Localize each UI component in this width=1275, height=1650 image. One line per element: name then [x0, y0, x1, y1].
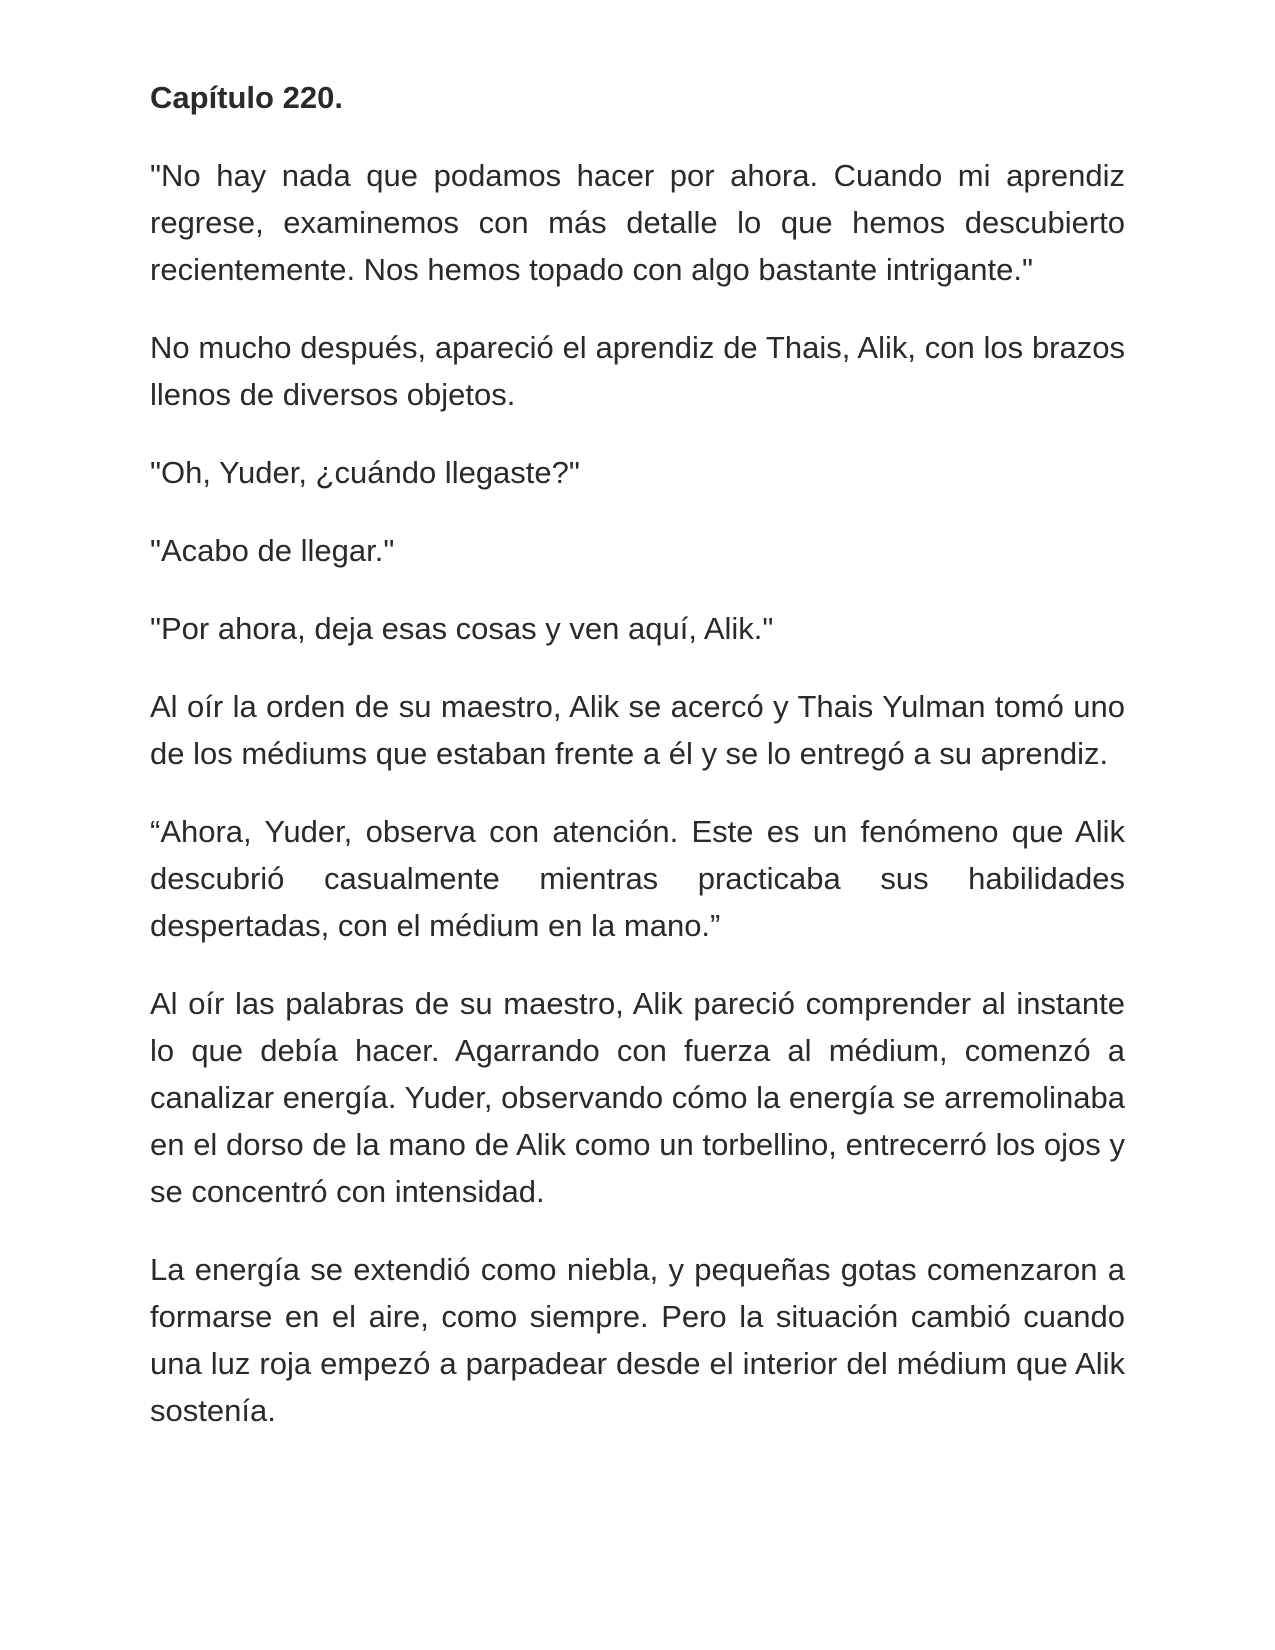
paragraph: "Oh, Yuder, ¿cuándo llegaste?" — [150, 455, 580, 490]
paragraph: "No hay nada que podamos hacer por ahora. Cuando mi aprendiz regrese, examinemos con más detalle lo que hemos descubierto recientemente. Nos hemos topado con algo bastante intrigante." — [150, 158, 1125, 287]
paragraph: La energía se extendió como niebla, y pequeñas gotas comenzaron a formarse en el aire, como siempre. Pero la situación cambió cuando una luz roja empezó a parpadear desde el interior del médium que Alik sostenía. — [150, 1252, 1125, 1428]
paragraph: No mucho después, apareció el aprendiz de Thais, Alik, con los brazos llenos de diversos objetos. — [150, 330, 1125, 412]
paragraph: Al oír las palabras de su maestro, Alik pareció comprender al instante lo que debía hacer. Agarrando con fuerza al médium, comenzó a canalizar energía. Yuder, observando cómo la energía se arremolinaba en el dorso de la mano de Alik como un torbellino, entrecerró los ojos y se concentró con intensidad. — [150, 986, 1125, 1209]
paragraph: "Acabo de llegar." — [150, 533, 395, 568]
paragraph: “Ahora, Yuder, observa con atención. Este es un fenómeno que Alik descubrió casualmente mientras practicaba sus habilidades despertadas, con el médium en la mano.” — [150, 814, 1125, 943]
chapter-title: Capítulo 220. — [150, 80, 343, 115]
paragraph: "Por ahora, deja esas cosas y ven aquí, Alik." — [150, 611, 774, 646]
paragraph: Al oír la orden de su maestro, Alik se acercó y Thais Yulman tomó uno de los médiums que estaban frente a él y se lo entregó a su aprendiz. — [150, 689, 1125, 771]
document-page — [150, 74, 1125, 1465]
